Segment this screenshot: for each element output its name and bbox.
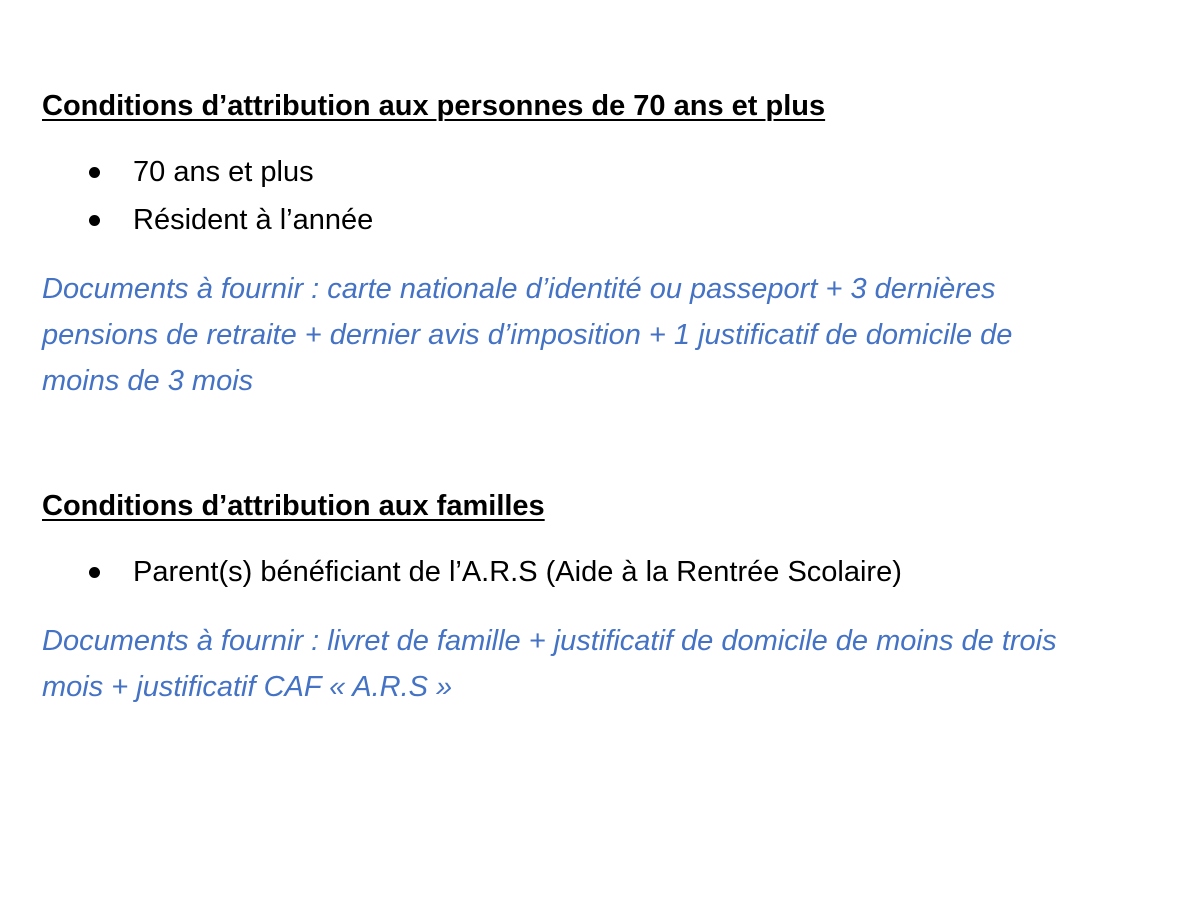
documents-line: moins de 3 mois <box>42 365 254 397</box>
conditions-list-seniors <box>42 148 1192 244</box>
bullet-dot-icon <box>89 567 100 578</box>
list-item-text: Résident à l’année <box>133 204 374 236</box>
list-item <box>42 548 1192 596</box>
conditions-list-families <box>42 548 1192 596</box>
list-item-text: 70 ans et plus <box>133 156 314 188</box>
bullet-dot-icon <box>89 215 100 226</box>
documents-line: mois + justificatif CAF « A.R.S » <box>42 671 453 703</box>
documents-required-seniors <box>42 266 1192 404</box>
list-item <box>42 148 1192 196</box>
section-seniors <box>42 88 1192 404</box>
section-heading-families: Conditions d’attribution aux familles <box>42 490 545 522</box>
list-item <box>42 196 1192 244</box>
documents-required-families <box>42 618 1192 710</box>
documents-line: Documents à fournir : carte nationale d’identité ou passeport + 3 dernières <box>42 273 996 305</box>
list-item-text: Parent(s) bénéficiant de l’A.R.S (Aide à la Rentrée Scolaire) <box>133 556 902 588</box>
section-heading-seniors: Conditions d’attribution aux personnes de 70 ans et plus <box>42 90 826 122</box>
documents-line: pensions de retraite + dernier avis d’imposition + 1 justificatif de domicile de <box>42 319 1013 351</box>
documents-line: Documents à fournir : livret de famille + justificatif de domicile de moins de trois <box>42 625 1057 657</box>
bullet-dot-icon <box>89 167 100 178</box>
section-families <box>42 488 1192 710</box>
